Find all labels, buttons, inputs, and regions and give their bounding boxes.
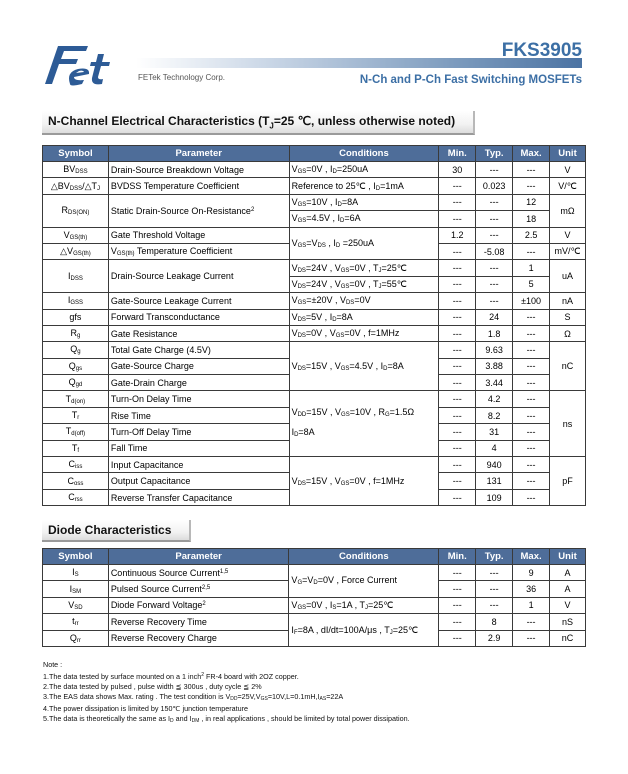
symbol-cell: BVDSS [43, 162, 109, 178]
unit-cell: ns [550, 391, 586, 457]
min-cell: --- [439, 581, 476, 597]
min-cell: --- [439, 597, 476, 613]
col-unit: Unit [550, 146, 586, 162]
min-cell: --- [439, 260, 476, 276]
symbol-cell: Qgd [43, 375, 109, 391]
nch-section-title: N-Channel Electrical Characteristics ($T_J=25$ ℃, unless otherwise noted) [42, 111, 475, 135]
symbol-cell: Tf [43, 440, 109, 456]
col-symbol: Symbol [43, 146, 109, 162]
min-cell: --- [439, 342, 476, 358]
typ-cell: -5.08 [476, 243, 513, 259]
min-cell: --- [439, 391, 476, 407]
conditions-cell: VDS=0V , VGS=0V , f=1MHz [289, 325, 439, 341]
parameter-cell: Forward Transconductance [108, 309, 289, 325]
min-cell: --- [439, 457, 476, 473]
max-cell: --- [513, 375, 550, 391]
table-row [43, 597, 586, 613]
conditions-cell: IF=8A , dI/dt=100A/μs , TJ=25℃ [289, 614, 439, 647]
max-cell: 12 [513, 194, 550, 210]
typ-cell: 3.88 [476, 358, 513, 374]
max-cell: --- [513, 630, 550, 646]
unit-cell: pF [550, 457, 586, 506]
unit-cell: Ω [550, 325, 586, 341]
parameter-cell: Gate Threshold Voltage [108, 227, 289, 243]
conditions-cell: VG=VD=0V , Force Current [289, 565, 439, 598]
conditions-cell: VDS=24V , VGS=0V , TJ=25℃ [289, 260, 439, 276]
conditions-cell: VGS=0V , IS=1A , TJ=25℃ [289, 597, 439, 613]
table-row [43, 565, 586, 581]
min-cell: --- [439, 243, 476, 259]
col-max: Max. [513, 549, 550, 565]
max-cell: --- [513, 614, 550, 630]
notes-title: Note : [43, 660, 63, 669]
unit-cell: nC [550, 342, 586, 391]
unit-cell: V [550, 162, 586, 178]
unit-cell: S [550, 309, 586, 325]
symbol-cell: VSD [43, 597, 109, 613]
min-cell: --- [439, 293, 476, 309]
col-min: Min. [439, 549, 476, 565]
unit-cell: V [550, 597, 586, 613]
table-header-row [43, 549, 586, 565]
symbol-cell: IGSS [43, 293, 109, 309]
typ-cell: --- [476, 565, 513, 581]
symbol-cell: △VGS(th) [43, 243, 109, 259]
typ-cell: 24 [476, 309, 513, 325]
symbol-cell: gfs [43, 309, 109, 325]
symbol-cell: IDSS [43, 260, 109, 293]
fetek-logo [40, 40, 140, 90]
min-cell: --- [439, 211, 476, 227]
symbol-cell: IS [43, 565, 109, 581]
typ-cell: --- [476, 581, 513, 597]
symbol-cell: Crss [43, 489, 109, 505]
typ-cell: --- [476, 276, 513, 292]
max-cell: --- [513, 162, 550, 178]
col-conditions: Conditions [289, 549, 439, 565]
table-row [43, 309, 586, 325]
max-cell: --- [513, 325, 550, 341]
typ-cell: 8.2 [476, 407, 513, 423]
typ-cell: 3.44 [476, 375, 513, 391]
min-cell: --- [439, 375, 476, 391]
parameter-cell: Rise Time [108, 407, 289, 423]
conditions-cell: VGS=±20V , VDS=0V [289, 293, 439, 309]
conditions-cell: VDS=5V , ID=8A [289, 309, 439, 325]
parameter-cell: Static Drain-Source On-Resistance$^2$ [108, 194, 289, 227]
table-row [43, 178, 586, 194]
min-cell: --- [439, 178, 476, 194]
unit-cell: mΩ [550, 194, 586, 227]
unit-cell: nA [550, 293, 586, 309]
min-cell: --- [439, 630, 476, 646]
unit-cell: A [550, 581, 586, 597]
unit-cell: mV/℃ [550, 243, 586, 259]
typ-cell: --- [476, 260, 513, 276]
typ-cell: 109 [476, 489, 513, 505]
note-3: 3.The EAS data shows Max. rating . The test condition is VDD=25V,VGS=10V,L=0.1mH,IAS=22A [43, 692, 344, 702]
min-cell: --- [439, 276, 476, 292]
parameter-cell: Reverse Recovery Time [108, 614, 289, 630]
typ-cell: 31 [476, 424, 513, 440]
table-row [43, 391, 586, 407]
parameter-cell: Reverse Recovery Charge [108, 630, 289, 646]
typ-cell: 940 [476, 457, 513, 473]
max-cell: --- [513, 358, 550, 374]
conditions-cell: Reference to 25℃ , ID=1mA [289, 178, 439, 194]
unit-cell: V [550, 227, 586, 243]
conditions-cell: VGS=4.5V , ID=6A [289, 211, 439, 227]
parameter-cell: Drain-Source Breakdown Voltage [108, 162, 289, 178]
col-typ: Typ. [476, 549, 513, 565]
col-symbol: Symbol [43, 549, 109, 565]
table-row [43, 293, 586, 309]
symbol-cell: trr [43, 614, 109, 630]
typ-cell: 4.2 [476, 391, 513, 407]
table-row [43, 342, 586, 358]
min-cell: --- [439, 440, 476, 456]
typ-cell: 1.8 [476, 325, 513, 341]
symbol-cell: Rg [43, 325, 109, 341]
symbol-cell: VGS(th) [43, 227, 109, 243]
parameter-cell: Turn-Off Delay Time [108, 424, 289, 440]
max-cell: 18 [513, 211, 550, 227]
min-cell: --- [439, 309, 476, 325]
col-parameter: Parameter [108, 146, 289, 162]
company-name: FETek Technology Corp. [138, 73, 226, 82]
unit-cell: A [550, 565, 586, 581]
max-cell: --- [513, 473, 550, 489]
max-cell: --- [513, 178, 550, 194]
parameter-cell: Fall Time [108, 440, 289, 456]
symbol-cell: Ciss [43, 457, 109, 473]
note-5: 5.The data is theoretically the same as ID and IDM , in real applications , should be limited by total power dissipation. [43, 714, 410, 724]
max-cell: 1 [513, 260, 550, 276]
note-1: 1.The data tested by surface mounted on a 1 inch$^2$ FR-4 board with 2OZ copper. [43, 672, 299, 681]
typ-cell: 9.63 [476, 342, 513, 358]
typ-cell: --- [476, 194, 513, 210]
max-cell: 36 [513, 581, 550, 597]
document-subtitle: N-Ch and P-Ch Fast Switching MOSFETs [359, 74, 582, 86]
parameter-cell: Continuous Source Current$^{1,5}$ [108, 565, 289, 581]
parameter-cell: Gate Resistance [108, 325, 289, 341]
conditions-cell: VDS=15V , VGS=4.5V , ID=8A [289, 342, 439, 391]
max-cell: ±100 [513, 293, 550, 309]
min-cell: 30 [439, 162, 476, 178]
min-cell: --- [439, 325, 476, 341]
min-cell: --- [439, 565, 476, 581]
parameter-cell: Input Capacitance [108, 457, 289, 473]
max-cell: --- [513, 342, 550, 358]
max-cell: --- [513, 407, 550, 423]
conditions-cell: VDS=24V , VGS=0V , TJ=55℃ [289, 276, 439, 292]
max-cell: --- [513, 424, 550, 440]
typ-cell: --- [476, 227, 513, 243]
col-min: Min. [439, 146, 476, 162]
conditions-cell: VGS=0V , ID=250uA [289, 162, 439, 178]
symbol-cell: Td(on) [43, 391, 109, 407]
symbol-cell: ISM [43, 581, 109, 597]
typ-cell: --- [476, 293, 513, 309]
symbol-cell: RDS(ON) [43, 194, 109, 227]
parameter-cell: BVDSS Temperature Coefficient [108, 178, 289, 194]
symbol-cell: Td(off) [43, 424, 109, 440]
min-cell: --- [439, 194, 476, 210]
symbol-cell: Qrr [43, 630, 109, 646]
max-cell: --- [513, 309, 550, 325]
parameter-cell: Gate-Source Charge [108, 358, 289, 374]
unit-cell: nC [550, 630, 586, 646]
symbol-cell: Tr [43, 407, 109, 423]
typ-cell: 0.023 [476, 178, 513, 194]
typ-cell: 8 [476, 614, 513, 630]
parameter-cell: Diode Forward Voltage$^2$ [108, 597, 289, 613]
symbol-cell: △BVDSS/△TJ [43, 178, 109, 194]
min-cell: 1.2 [439, 227, 476, 243]
min-cell: --- [439, 614, 476, 630]
conditions-cell: VDD=15V , VGS=10V , RG=1.5Ω ID=8A [289, 391, 439, 457]
nch-characteristics-table [42, 145, 586, 506]
parameter-cell: Total Gate Charge (4.5V) [108, 342, 289, 358]
min-cell: --- [439, 424, 476, 440]
unit-cell: uA [550, 260, 586, 293]
symbol-cell: Qg [43, 342, 109, 358]
diode-characteristics-table [42, 548, 586, 647]
table-row [43, 227, 586, 243]
parameter-cell: Pulsed Source Current$^{2,5}$ [108, 581, 289, 597]
min-cell: --- [439, 358, 476, 374]
parameter-cell: Output Capacitance [108, 473, 289, 489]
part-number: FKS3905 [501, 40, 582, 61]
typ-cell: --- [476, 162, 513, 178]
table-row [43, 162, 586, 178]
diode-section-title: Diode Characteristics [42, 520, 191, 542]
max-cell: --- [513, 489, 550, 505]
conditions-cell: VGS=VDS , ID =250uA [289, 227, 439, 260]
min-cell: --- [439, 407, 476, 423]
note-2: 2.The data tested by pulsed , pulse width ≦ 300us , duty cycle ≦ 2% [43, 682, 262, 691]
table-row [43, 194, 586, 210]
conditions-cell: VDS=15V , VGS=0V , f=1MHz [289, 457, 439, 506]
max-cell: 5 [513, 276, 550, 292]
col-typ: Typ. [476, 146, 513, 162]
parameter-cell: Turn-On Delay Time [108, 391, 289, 407]
col-conditions: Conditions [289, 146, 439, 162]
min-cell: --- [439, 473, 476, 489]
conditions-cell: VGS=10V , ID=8A [289, 194, 439, 210]
max-cell: --- [513, 243, 550, 259]
table-row [43, 457, 586, 473]
max-cell: 9 [513, 565, 550, 581]
typ-cell: --- [476, 211, 513, 227]
parameter-cell: Drain-Source Leakage Current [108, 260, 289, 293]
table-row [43, 260, 586, 276]
table-row [43, 614, 586, 630]
max-cell: --- [513, 457, 550, 473]
unit-cell: V/℃ [550, 178, 586, 194]
max-cell: 2.5 [513, 227, 550, 243]
notes-section [43, 660, 410, 726]
typ-cell: 2.9 [476, 630, 513, 646]
max-cell: --- [513, 440, 550, 456]
table-header-row [43, 146, 586, 162]
parameter-cell: Gate-Drain Charge [108, 375, 289, 391]
max-cell: 1 [513, 597, 550, 613]
symbol-cell: Coss [43, 473, 109, 489]
parameter-cell: Gate-Source Leakage Current [108, 293, 289, 309]
typ-cell: 131 [476, 473, 513, 489]
parameter-cell: Reverse Transfer Capacitance [108, 489, 289, 505]
col-max: Max. [513, 146, 550, 162]
symbol-cell: Qgs [43, 358, 109, 374]
col-unit: Unit [550, 549, 586, 565]
col-parameter: Parameter [108, 549, 289, 565]
max-cell: --- [513, 391, 550, 407]
note-4: 4.The power dissipation is limited by 150℃ junction temperature [43, 704, 249, 713]
typ-cell: --- [476, 597, 513, 613]
min-cell: --- [439, 489, 476, 505]
unit-cell: nS [550, 614, 586, 630]
parameter-cell: VGS(th) Temperature Coefficient [108, 243, 289, 259]
typ-cell: 4 [476, 440, 513, 456]
table-row [43, 325, 586, 341]
